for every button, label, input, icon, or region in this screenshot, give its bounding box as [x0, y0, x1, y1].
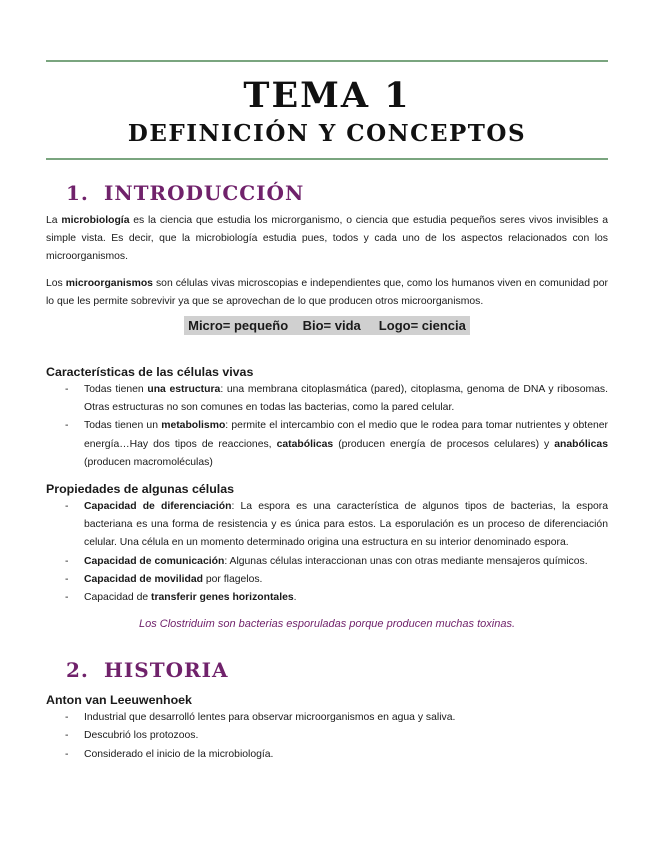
list-item	[84, 571, 608, 589]
top-divider	[46, 60, 608, 62]
bold-term: microbiología	[61, 215, 130, 226]
section-heading-historia	[66, 657, 608, 683]
bold-term: catabólicas	[276, 438, 334, 450]
section-title: INTRODUCCIÓN	[104, 181, 305, 205]
properties-heading: Propiedades de algunas células	[46, 482, 234, 497]
text-run: .	[293, 592, 297, 604]
text-run: La	[46, 215, 62, 226]
bold-term: transferir genes horizontales	[151, 592, 294, 604]
document-page	[46, 0, 608, 764]
etymology-callout: Micro= pequeño Bio= vida Logo= ciencia	[184, 316, 470, 335]
bold-term: anabólicas	[554, 438, 608, 450]
intro-paragraph-microorganismos	[46, 275, 608, 311]
page-title: TEMA 1	[243, 75, 411, 116]
bold-term: Capacidad de comunicación	[84, 555, 225, 567]
list-item: - Industrial que desarrolló lentes para observar microorganismos en agua y saliva.	[84, 709, 608, 727]
properties-list	[46, 498, 608, 607]
history-subheading: Anton van Leeuwenhoek	[46, 693, 192, 708]
list-item	[84, 498, 608, 553]
title-divider	[46, 158, 608, 160]
page-subtitle: DEFINICIÓN Y CONCEPTOS	[127, 120, 527, 147]
bold-term: Capacidad de diferenciación	[84, 501, 232, 513]
bold-term: Capacidad de movilidad	[84, 573, 203, 585]
characteristics-list	[46, 381, 608, 472]
bold-term: una estructura	[147, 384, 221, 396]
text-run: son células vivas microscopias e independientes que, como los humanos viven en comunidad por lo que les permite sobrevivir ya que se aprovechan de lo que producen otros microorganismos.	[46, 277, 609, 307]
bold-term: microorganismos	[65, 277, 153, 289]
text-run: : una membrana citoplasmática (pared), citoplasma, genoma de DNA y ribosomas. Otras estructuras no son comunes en todas las bacterias, como la pared celular.	[84, 384, 609, 414]
text-run: Todas tienen un	[84, 420, 162, 432]
etymology-callout-wrap	[46, 316, 608, 335]
list-item: - Considerado el inicio de la microbiología.	[84, 746, 608, 764]
text-run: : Algunas células interaccionan unas con otras mediante mensajeros químicos.	[224, 555, 588, 567]
list-item: - Descubrió los protozoos.	[84, 727, 608, 745]
text-run: : permite el intercambio con el medio que le rodea para tomar nutrientes y obtener energía…Hay dos tipos de reacciones,	[84, 420, 608, 450]
list-item	[84, 381, 608, 417]
text-run: Todas tienen	[84, 384, 148, 396]
text-run: (producen macromoléculas)	[84, 456, 213, 468]
text-run: Los	[46, 277, 66, 289]
text-run: es la ciencia que estudia los microrganismo, o ciencia que estudia pequeños seres vivos invisibles a simple vista. Es decir, que la microbiología estudia pues, todos y cada uno de los aspectos relacionados con los microorganismos.	[46, 215, 608, 263]
characteristics-heading: Características de las células vivas	[46, 365, 254, 380]
section-number: 2.	[66, 658, 89, 683]
section-heading-introduccion	[66, 180, 608, 206]
bold-term: metabolismo	[161, 420, 226, 432]
intro-paragraph-microbiologia	[46, 212, 608, 267]
history-list	[46, 709, 608, 764]
list-item	[84, 589, 608, 607]
text-run: : La espora es una característica de algunos tipos de bacterias, la espora bacteriana es una forma de resistencia y es única para estos. La esporulación es un proceso de diferenciación celular. Una célula en un momento determinado origina una estructura en su interior denominado espora.	[84, 501, 608, 549]
text-run: (producen energía de procesos celulares) y	[333, 438, 555, 450]
section-title: HISTORIA	[104, 658, 229, 683]
list-item	[84, 553, 608, 571]
text-run: por flagelos.	[202, 573, 263, 585]
clostridium-note: Los Clostriduim son bacterias esporuladas porque producen muchas toxinas.	[138, 618, 516, 631]
section-number: 1.	[66, 181, 89, 205]
text-run: Capacidad de	[84, 592, 152, 604]
list-item	[84, 417, 608, 472]
